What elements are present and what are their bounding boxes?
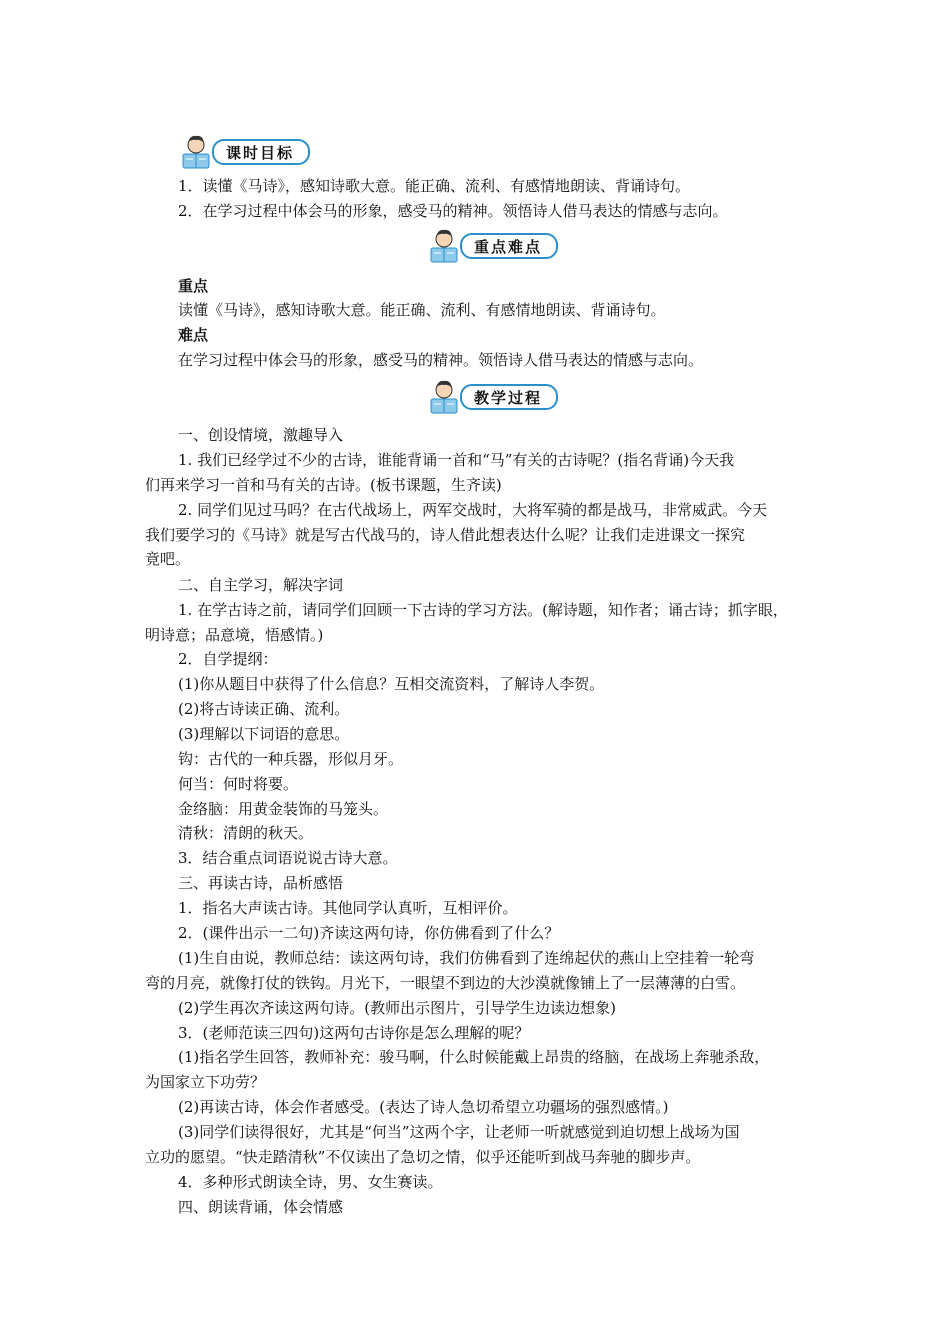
process-text: 2．自学提纲： — [178, 650, 278, 668]
section-title-keypoints: 重点难点 — [460, 233, 558, 259]
process-text: (2)将古诗读正确、流利。 — [178, 700, 350, 718]
process-text: 2．(课件出示一二句)齐读这两句诗，你仿佛看到了什么？ — [178, 924, 560, 942]
process-heading-2: 二、自主学习，解决字词 — [178, 576, 344, 594]
reading-child-icon — [178, 134, 218, 170]
process-text: 3．结合重点词语说说古诗大意。 — [178, 849, 398, 867]
process-text: 3．(老师范读三四句)这两句古诗你是怎么理解的呢？ — [178, 1024, 530, 1042]
key-text: 读懂《马诗》，感知诗歌大意。能正确、流利、有感情地朗读、背诵诗句。 — [178, 301, 666, 319]
section-title-objectives: 课时目标 — [212, 139, 310, 165]
objective-1: 1．读懂《马诗》，感知诗歌大意。能正确、流利、有感情地朗读、背诵诗句。 — [178, 177, 691, 195]
reading-child-icon — [426, 228, 466, 264]
process-text: (3)理解以下词语的意思。 — [178, 725, 350, 743]
vocab-item: 钩：古代的一种兵器，形似月牙。 — [178, 750, 404, 768]
section-badge-process — [426, 381, 558, 413]
process-heading-3: 三、再读古诗，品析感悟 — [178, 874, 344, 892]
vocab-item: 何当：何时将要。 — [178, 775, 299, 793]
process-text: 为国家立下功劳？ — [145, 1073, 266, 1091]
process-text: 立功的愿望。“快走踏清秋”不仅读出了急切之情，似乎还能听到战马奔驰的脚步声。 — [145, 1148, 701, 1166]
process-text: 1．指名大声读古诗。其他同学认真听，互相评价。 — [178, 899, 518, 917]
process-text: (2)再读古诗，体会作者感受。(表达了诗人急切希望立功疆场的强烈感情。) — [178, 1098, 669, 1116]
process-heading-1: 一、创设情境，激趣导入 — [178, 426, 344, 444]
process-text: (3)同学们读得很好，尤其是“何当”这两个字，让老师一听就感觉到迫切想上战场为国 — [178, 1123, 740, 1141]
process-text: 2. 同学们见过马吗？在古代战场上，两军交战时，大将军骑的都是战马，非常威武。今天 — [178, 501, 768, 519]
process-text: 弯的月亮，就像打仗的铁钩。月光下，一眼望不到边的大沙漠就像铺上了一层薄薄的白雪。 — [145, 974, 746, 992]
difficulty-label: 难点 — [178, 326, 209, 344]
process-text: 1. 在学古诗之前，请同学们回顾一下古诗的学习方法。(解诗题，知作者；诵古诗；抓字眼， — [178, 601, 788, 619]
process-text: 1. 我们已经学过不少的古诗，谁能背诵一首和“马”有关的古诗呢？(指名背诵)今天我 — [178, 451, 735, 469]
process-text: (2)学生再次齐读这两句诗。(教师出示图片，引导学生边读边想象) — [178, 999, 616, 1017]
process-text: (1)生自由说，教师总结：读这两句诗，我们仿佛看到了连绵起伏的燕山上空挂着一轮弯 — [178, 949, 755, 967]
process-text: (1)指名学生回答，教师补充：骏马啊，什么时候能戴上昂贵的络脑，在战场上奔驰杀敌， — [178, 1048, 770, 1066]
process-text: 我们要学习的《马诗》就是写古代战马的，诗人借此想表达什么呢？让我们走进课文一探究 — [145, 526, 746, 544]
vocab-item: 清秋：清朗的秋天。 — [178, 824, 314, 842]
vocab-item: 金络脑：用黄金装饰的马笼头。 — [178, 800, 389, 818]
objective-2: 2．在学习过程中体会马的形象，感受马的精神。领悟诗人借马表达的情感与志向。 — [178, 202, 728, 220]
section-title-process: 教学过程 — [460, 384, 558, 410]
process-text: 们再来学习一首和马有关的古诗。(板书课题，生齐读) — [145, 476, 502, 494]
process-text: (1)你从题目中获得了什么信息？互相交流资料，了解诗人李贺。 — [178, 675, 605, 693]
reading-child-icon — [426, 379, 466, 415]
process-heading-4: 四、朗读背诵，体会情感 — [178, 1198, 344, 1216]
section-badge-objectives — [178, 136, 310, 168]
process-text: 明诗意；品意境，悟感情。) — [145, 626, 324, 644]
difficulty-text: 在学习过程中体会马的形象，感受马的精神。领悟诗人借马表达的情感与志向。 — [178, 351, 704, 369]
section-badge-keypoints — [426, 230, 558, 262]
process-text: 4．多种形式朗读全诗，男、女生赛读。 — [178, 1173, 443, 1191]
key-label: 重点 — [178, 277, 209, 295]
process-text: 竟吧。 — [145, 550, 191, 568]
